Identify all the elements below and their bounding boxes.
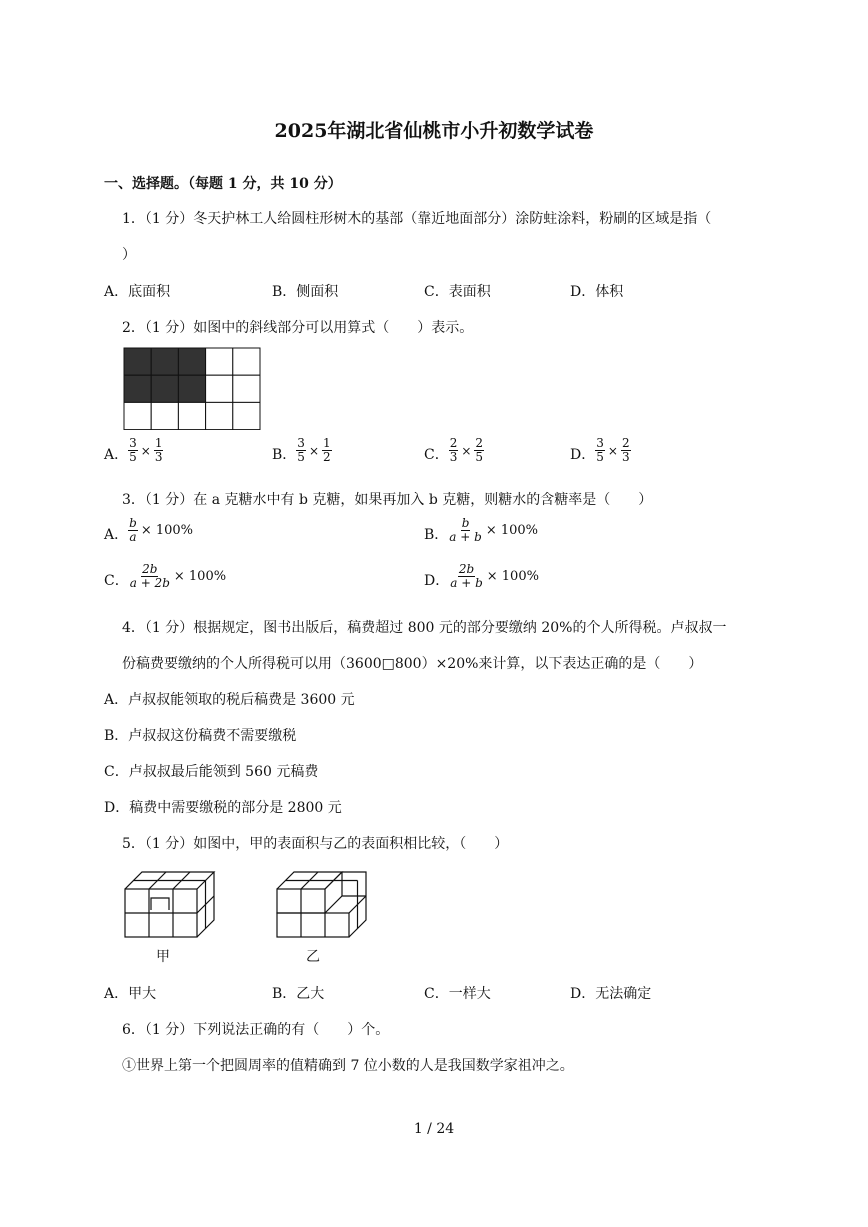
q5-option-c: C．一样大 (424, 986, 491, 1002)
q5-figure-yi (272, 866, 372, 942)
q4-option-c: C．卢叔叔最后能领到 560 元稿费 (104, 764, 319, 780)
grid-cell-shaded (151, 348, 178, 375)
q5-figure-label-yi: 乙 (306, 949, 320, 965)
q5-figure-label-jia: 甲 (156, 949, 170, 965)
grid-cell (178, 402, 205, 429)
q1-option-b: B．侧面积 (272, 284, 339, 300)
question-2-text: 2．（1 分）如图中的斜线部分可以用算式（ ）表示。 (122, 320, 474, 336)
page-title: 2025年湖北省仙桃市小升初数学试卷 (274, 120, 594, 142)
grid-cell (206, 402, 233, 429)
grid-cell (206, 375, 233, 402)
q4-option-b: B．卢叔叔这份稿费不需要缴税 (104, 728, 297, 744)
question-5-text: 5．（1 分）如图中，甲的表面积与乙的表面积相比较，（ ） (122, 836, 509, 852)
q4-option-d: D．稿费中需要缴税的部分是 2800 元 (104, 800, 342, 816)
grid-cell (151, 402, 178, 429)
q2-grid-figure (123, 347, 262, 430)
question-4-text: 4．（1 分）根据规定，图书出版后，稿费超过 800 元的部分要缴纳 20%的个人所得税。卢叔叔一 (122, 620, 727, 636)
question-1-text-cont: ） (122, 247, 136, 263)
grid-cell-shaded (124, 348, 151, 375)
question-6-item-1: ①世界上第一个把圆周率的值精确到 7 位小数的人是我国数学家祖冲之。 (122, 1058, 574, 1074)
q3-option-c: C． $\frac{2b}{a + 2b}$ × 100% (104, 562, 227, 590)
question-4-text-cont: 份稿费要缴纳的个人所得税可以用（3600□800）×20%来计算，以下表达正确的是（ ） (122, 656, 703, 672)
q2-option-c: C． $\frac{2}{3}$ × $\frac{2}{5}$ (424, 436, 484, 464)
grid-cell-shaded (178, 348, 205, 375)
q5-figure-jia (120, 866, 220, 942)
q2-option-a: A． $\frac{3}{5}$ × $\frac{1}{3}$ (104, 436, 163, 464)
question-6-text: 6．（1 分）下列说法正确的有（ ）个。 (122, 1022, 390, 1038)
q1-option-d: D．体积 (570, 284, 624, 300)
q1-option-a: A．底面积 (104, 284, 171, 300)
q5-option-d: D．无法确定 (570, 986, 652, 1002)
q2-option-b: B． $\frac{3}{5}$ × $\frac{1}{2}$ (272, 436, 331, 464)
grid-cell (233, 375, 260, 402)
q3-option-d: D． $\frac{2b}{a + b}$ × 100% (424, 562, 539, 590)
question-1-text: 1．（1 分）冬天护林工人给圆柱形树木的基部（靠近地面部分）涂防蛀涂料，粉刷的区域是指（ (122, 211, 712, 227)
q3-option-b: B． $\frac{b}{a + b}$ × 100% (424, 516, 539, 544)
q2-option-d: D． $\frac{3}{5}$ × $\frac{2}{3}$ (570, 436, 630, 464)
grid-cell-shaded (178, 375, 205, 402)
page-number: 1 / 24 (413, 1121, 455, 1137)
q5-option-a: A．甲大 (104, 986, 157, 1002)
grid-cell (206, 348, 233, 375)
grid-cell-shaded (151, 375, 178, 402)
question-3-text: 3．（1 分）在 a 克糖水中有 b 克糖，如果再加入 b 克糖，则糖水的含糖率是（ ） (122, 492, 653, 508)
grid-cell (124, 402, 151, 429)
q4-option-a: A．卢叔叔能领取的税后稿费是 3600 元 (104, 692, 355, 708)
q5-option-b: B．乙大 (272, 986, 325, 1002)
section-heading: 一、选择题。（每题 1 分，共 10 分） (104, 176, 342, 192)
grid-cell (233, 402, 260, 429)
grid-cell (233, 348, 260, 375)
q3-option-a: A． $\frac{b}{a}$ × 100% (104, 516, 194, 544)
grid-cell-shaded (124, 375, 151, 402)
q1-option-c: C．表面积 (424, 284, 491, 300)
